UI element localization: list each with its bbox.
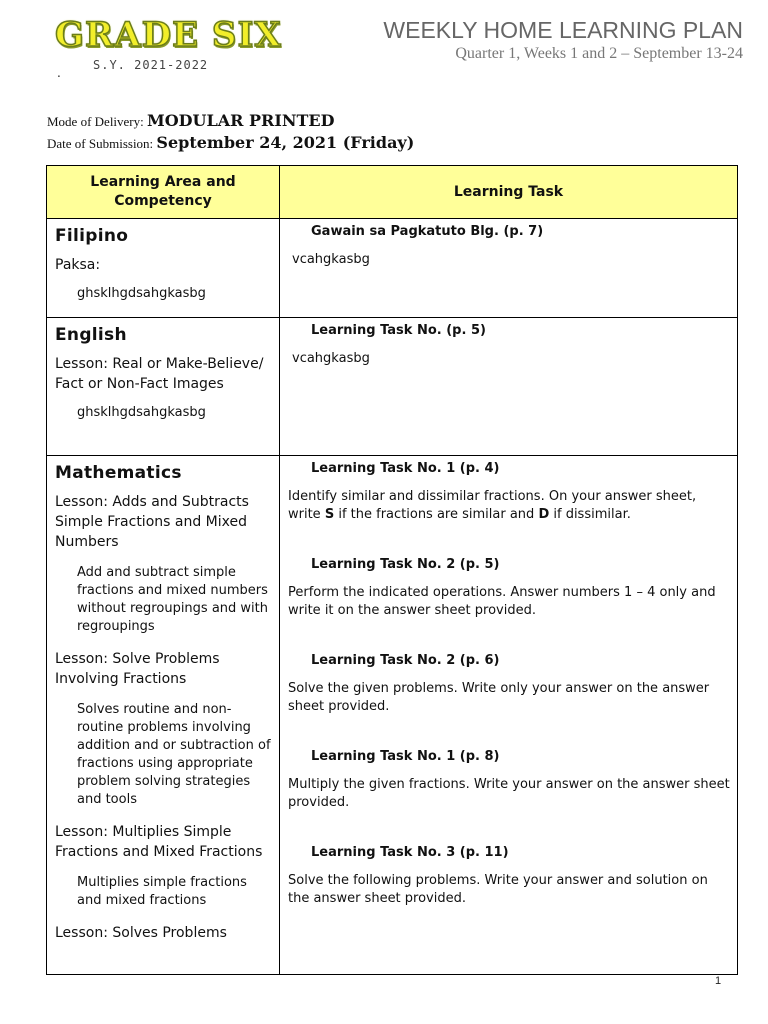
- delivery-value: MODULAR PRINTED: [147, 111, 335, 130]
- bullet-icon: [288, 652, 311, 670]
- task-title: [288, 844, 731, 862]
- bullet-icon: [288, 460, 311, 478]
- delivery-label: Mode of Delivery:: [47, 114, 148, 129]
- subject-filipino: Filipino: [55, 226, 129, 246]
- bullet-icon: [288, 844, 311, 862]
- task-block-3: [288, 652, 731, 716]
- table-row-english: [47, 318, 738, 456]
- competency-bullet: [55, 874, 273, 910]
- header-learning-task: Learning Task: [280, 166, 738, 219]
- header-learning-area: Learning Area and Competency: [47, 166, 280, 219]
- task-title: [288, 556, 731, 574]
- task-title-text: Learning Task No. 1 (p. 4): [311, 461, 500, 476]
- task-title-text: Learning Task No. (p. 5): [311, 323, 486, 338]
- lesson-math-3: Lesson: Multiplies Simple Fractions and Mixed Fractions: [55, 824, 263, 860]
- table-row-filipino: [47, 219, 738, 318]
- competency-bullet: [55, 404, 273, 422]
- submission-label: Date of Submission:: [47, 136, 157, 151]
- task-text: Perform the indicated operations. Answer numbers 1 – 4 only and write it on the answer sheet provided.: [288, 585, 716, 618]
- task-block-1: [288, 460, 731, 524]
- bullet-icon: [288, 322, 311, 340]
- task-text: Solve the given problems. Write only your answer on the answer sheet provided.: [288, 681, 710, 714]
- task-block-5: [288, 844, 731, 908]
- task-title-text: Learning Task No. 3 (p. 11): [311, 845, 509, 860]
- task-title: [288, 460, 731, 478]
- competency-bullet: [55, 564, 273, 636]
- lesson-math-4: Lesson: Solves Problems: [55, 925, 227, 941]
- bullet-icon: [288, 748, 311, 766]
- lesson-math-2: Lesson: Solve Problems Involving Fractions: [55, 651, 220, 687]
- page-number: 1: [715, 975, 722, 987]
- competency-text: ghsklhgdsahgkasbg: [77, 405, 206, 420]
- task-text: vcahgkasbg: [292, 252, 370, 267]
- lesson-math-1: Lesson: Adds and Subtracts Simple Fractions and Mixed Numbers: [55, 494, 249, 550]
- table-header-row: [47, 166, 738, 219]
- mode-of-delivery: [47, 111, 334, 130]
- submission-value: September 24, 2021 (Friday): [156, 133, 415, 152]
- task-title-text: Learning Task No. 1 (p. 8): [311, 749, 500, 764]
- bullet-icon: [55, 701, 77, 809]
- task-text: Solve the following problems. Write your answer and solution on the answer sheet provided.: [288, 873, 708, 906]
- competency-text: Multiplies simple fractions and mixed fractions: [77, 875, 247, 908]
- task-text: vcahgkasbg: [292, 351, 370, 366]
- subject-english: English: [55, 325, 127, 345]
- school-year: S.Y. 2021-2022: [93, 58, 209, 72]
- bullet-icon: [55, 874, 77, 910]
- task-title: [288, 748, 731, 766]
- bullet-icon: [288, 223, 311, 241]
- stray-dot: .: [57, 66, 61, 80]
- task-text: Multiply the given fractions. Write your answer on the answer sheet provided.: [288, 777, 730, 810]
- plan-subtitle: Quarter 1, Weeks 1 and 2 – September 13-24: [455, 45, 743, 62]
- grade-six-logo: GRADE SIX: [55, 15, 282, 55]
- task-text: Identify similar and dissimilar fractions. On your answer sheet, write S if the fractions are similar and D if dissimilar.: [288, 489, 697, 522]
- competency-text: ghsklhgdsahgkasbg: [77, 286, 206, 301]
- task-title-text: Gawain sa Pagkatuto Blg. (p. 7): [311, 224, 544, 239]
- competency-bullet: [55, 701, 273, 809]
- dissimilar-mark: D: [538, 507, 550, 522]
- bullet-icon: [55, 285, 77, 303]
- learning-plan-table: [46, 165, 738, 975]
- task-block-2: [288, 556, 731, 620]
- task-title-text: Learning Task No. 2 (p. 6): [311, 653, 500, 668]
- competency-bullet: [55, 285, 273, 303]
- bullet-icon: [288, 556, 311, 574]
- task-title-text: Learning Task No. 2 (p. 5): [311, 557, 500, 572]
- table-row-mathematics: [47, 456, 738, 975]
- plan-title: WEEKLY HOME LEARNING PLAN: [383, 17, 743, 43]
- bullet-icon: [55, 564, 77, 636]
- competency-text: Solves routine and non-routine problems involving addition and or subtraction of fractions using appropriate problem solving strategies and tools: [77, 702, 271, 807]
- task-title: [288, 652, 731, 670]
- task-title: [288, 322, 731, 340]
- bullet-icon: [55, 404, 77, 422]
- date-of-submission: [47, 133, 414, 152]
- competency-text: Add and subtract simple fractions and mixed numbers without regroupings and with regroupings: [77, 565, 268, 634]
- task-block-4: [288, 748, 731, 812]
- task-title: [288, 223, 731, 241]
- lesson-filipino: Paksa:: [55, 257, 101, 273]
- subject-mathematics: Mathematics: [55, 463, 182, 483]
- lesson-english: Lesson: Real or Make-Believe/ Fact or Non-Fact Images: [55, 356, 264, 392]
- similar-mark: S: [324, 507, 335, 522]
